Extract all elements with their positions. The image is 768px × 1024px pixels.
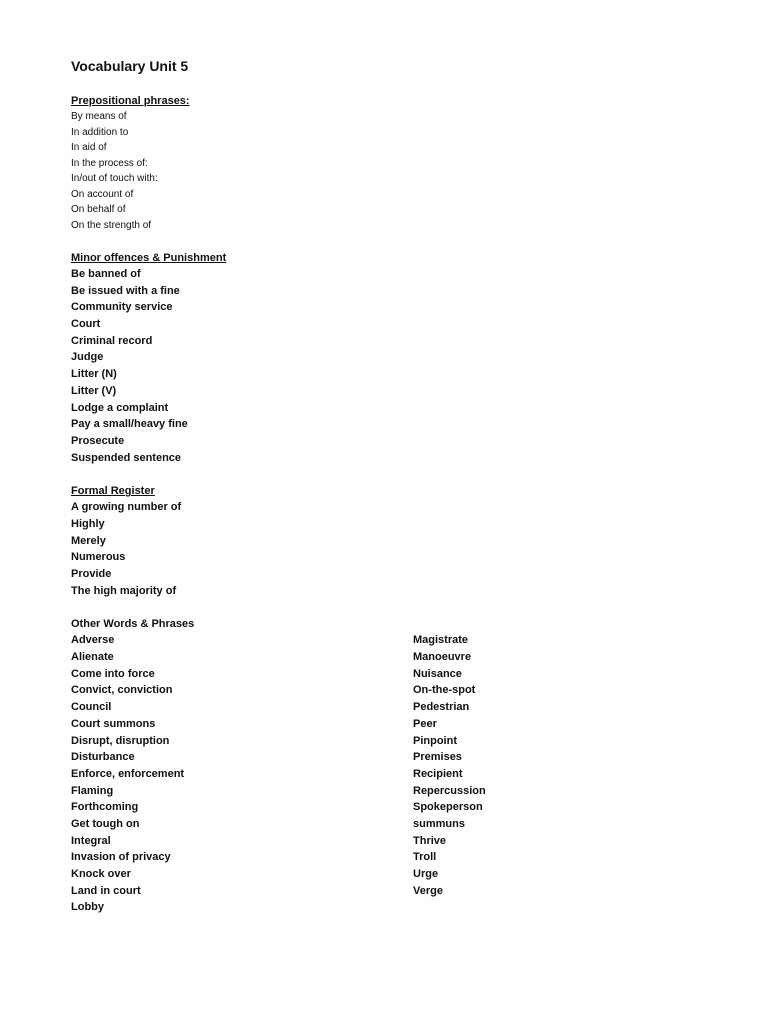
offence-item: Be issued with a fine [71, 284, 180, 297]
other-word-item: Spokeperson [413, 801, 483, 814]
other-word-item: Integral [71, 834, 111, 847]
other-word-item: Repercussion [413, 784, 486, 797]
other-word-item: Land in court [71, 884, 141, 897]
prepositional-item: On behalf of [71, 204, 126, 215]
other-word-item: Manoeuvre [413, 651, 472, 664]
other-word-item: Alienate [71, 651, 114, 664]
offence-item: Suspended sentence [71, 451, 182, 464]
other-word-item: On-the-spot [413, 684, 476, 697]
offence-item: Litter (N) [71, 368, 117, 381]
other-word-item: Premises [413, 751, 462, 764]
formal-item: A growing number of [71, 501, 182, 514]
other-words-right-column [413, 632, 663, 899]
document-page [71, 56, 711, 922]
other-word-item: Urge [413, 868, 439, 880]
other-word-item: Lobby [71, 901, 104, 914]
prepositional-item: In addition to [71, 126, 129, 138]
other-word-item: Recipient [413, 767, 463, 780]
offences-section [71, 250, 711, 466]
section-heading-other: Other Words & Phrases [71, 618, 195, 631]
other-words-left-column [71, 632, 371, 916]
offences-list [71, 266, 711, 466]
formal-item: Provide [71, 568, 112, 580]
offence-item: Pay a small/heavy fine [71, 418, 188, 431]
prepositional-item: On the strength of [71, 219, 152, 231]
other-word-item: Adverse [71, 634, 115, 647]
other-words-section [71, 616, 711, 922]
formal-item: Numerous [71, 551, 126, 564]
offence-item: Be banned of [71, 268, 141, 280]
other-word-item: Forthcoming [71, 801, 139, 814]
section-heading-formal: Formal Register [71, 485, 155, 498]
other-word-item: Disrupt, disruption [71, 734, 170, 747]
offence-item: Litter (V) [71, 384, 117, 397]
other-word-item: Magistrate [413, 634, 469, 647]
other-word-item: Court summons [71, 717, 156, 730]
other-word-item: Enforce, enforcement [71, 767, 185, 780]
offence-item: Criminal record [71, 334, 153, 347]
other-word-item: Verge [413, 884, 443, 897]
formal-register-section [71, 483, 711, 599]
other-word-item: Nuisance [413, 667, 462, 680]
other-word-item: Invasion of privacy [71, 851, 171, 864]
other-word-item: Thrive [413, 834, 447, 847]
section-heading-prepositional: Prepositional phrases: [71, 95, 190, 107]
other-word-item: Troll [413, 851, 437, 864]
other-word-item: Flaming [71, 784, 114, 797]
other-word-item: Knock over [71, 868, 131, 880]
page-title: Vocabulary Unit 5 [71, 58, 189, 74]
offence-item: Judge [71, 351, 104, 364]
other-word-item: Disturbance [71, 751, 135, 764]
prepositional-list [71, 109, 711, 233]
prepositional-item: By means of [71, 111, 127, 122]
offence-item: Prosecute [71, 434, 125, 447]
other-word-item: Pedestrian [413, 701, 470, 714]
prepositional-item: On account of [71, 188, 134, 200]
prepositional-item: In the process of: [71, 157, 148, 169]
other-word-item: Pinpoint [413, 734, 457, 747]
other-word-item: Come into force [71, 667, 155, 680]
other-word-item: Get tough on [71, 817, 140, 830]
offence-item: Court [71, 318, 101, 331]
other-words-columns [71, 632, 711, 922]
prepositional-phrases-section [71, 93, 711, 233]
other-word-item: Council [71, 701, 112, 714]
other-word-item: summuns [413, 817, 465, 830]
prepositional-item: In/out of touch with: [71, 173, 158, 184]
formal-item: The high majority of [71, 584, 177, 597]
other-word-item: Peer [413, 717, 437, 730]
formal-item: Merely [71, 534, 106, 547]
offence-item: Lodge a complaint [71, 401, 169, 414]
formal-item: Highly [71, 517, 105, 530]
prepositional-item: In aid of [71, 142, 107, 153]
other-word-item: Convict, conviction [71, 684, 173, 697]
offence-item: Community service [71, 301, 173, 314]
section-heading-offences: Minor offences & Punishment [71, 252, 227, 264]
formal-list [71, 499, 711, 599]
